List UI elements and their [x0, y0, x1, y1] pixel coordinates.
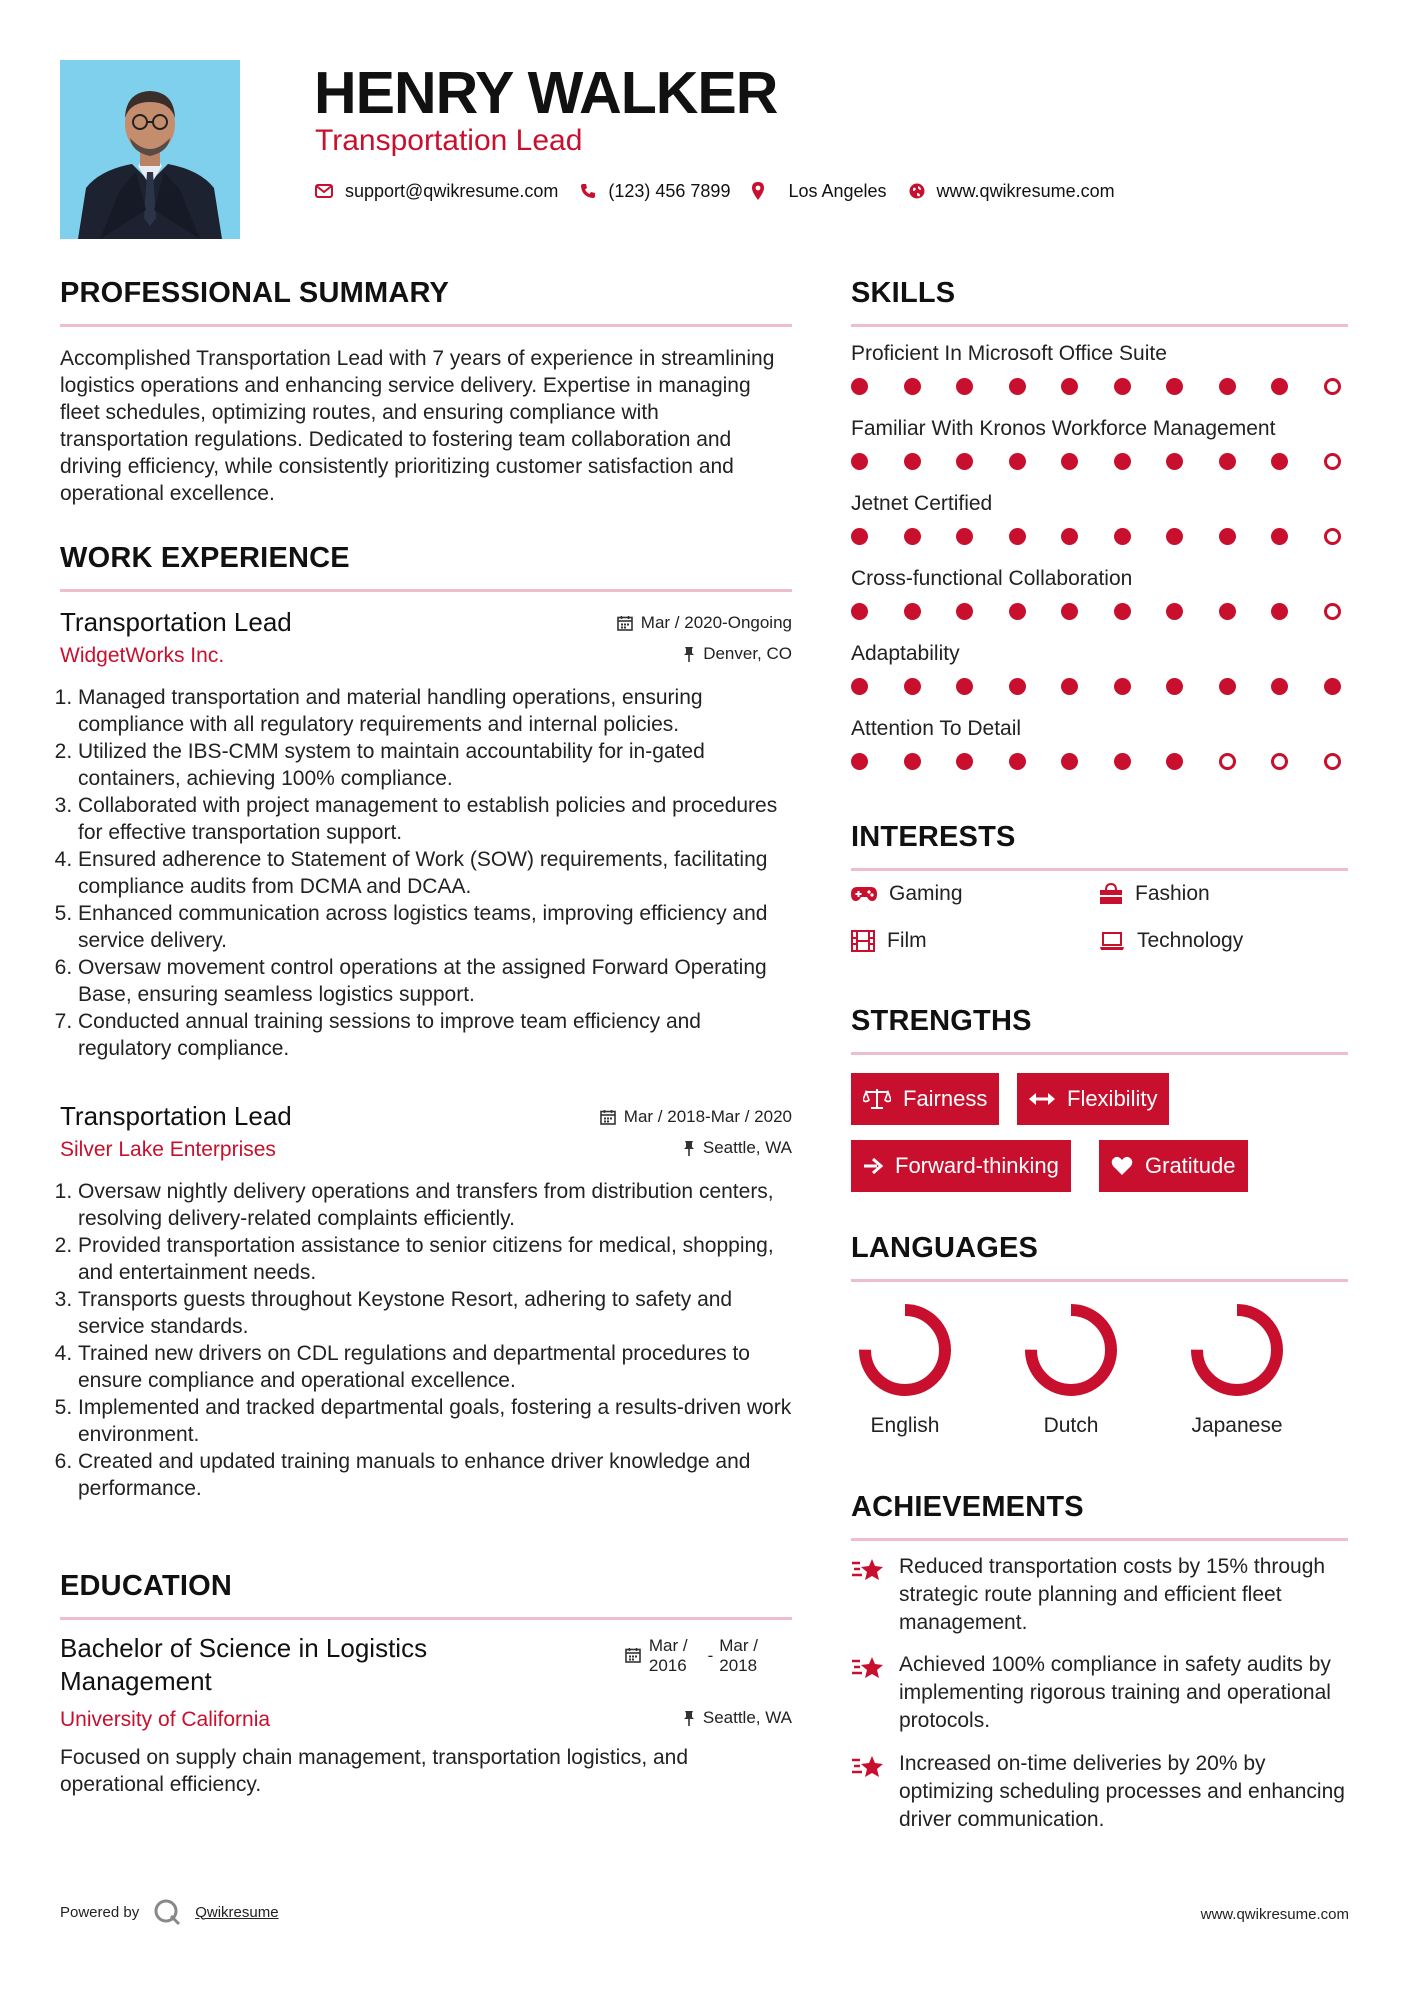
rating-dot-empty: [1219, 753, 1236, 770]
skill-name: Familiar With Kronos Workforce Management: [851, 417, 1276, 440]
skills-heading: SKILLS: [851, 277, 956, 309]
strengths-section: [851, 1004, 1348, 1055]
achievement-text: Reduced transportation costs by 15% through strategic route planning and efficient fleet management.: [899, 1555, 1326, 1634]
strength-label: Forward-thinking: [895, 1153, 1059, 1178]
date-start-month: Mar /: [648, 1636, 688, 1655]
job-dates: [600, 1107, 792, 1127]
rating-dot-filled: [904, 753, 921, 770]
education-description: Focused on supply chain management, transportation logistics, and operational efficiency.: [60, 1746, 689, 1796]
rating-dot-filled: [851, 753, 868, 770]
date-start: [649, 1636, 688, 1676]
list-item: 1. Managed transportation and material handling operations, ensuring compliance with all regulatory requirements and internal policies.: [78, 684, 792, 738]
list-item: 2. Provided transportation assistance to senior citizens for medical, shopping, and entertainment needs.: [78, 1232, 792, 1286]
language-ring-arc: [1031, 1310, 1111, 1390]
job-title: Transportation Lead: [60, 607, 292, 637]
website-text: www.qwikresume.com: [936, 180, 1115, 201]
list-item: 3. Collaborated with project management to establish policies and procedures for effective transportation support.: [78, 792, 792, 846]
rating-dot-filled: [1166, 603, 1183, 620]
skills-section: [851, 276, 1348, 327]
job-company: WidgetWorks Inc.: [60, 644, 225, 667]
strengths-heading: STRENGTHS: [851, 1005, 1032, 1037]
rating-dot-filled: [1114, 453, 1131, 470]
candidate-name: HENRY WALKER: [314, 60, 778, 126]
rating-dot-filled: [1271, 528, 1288, 545]
rating-dot-filled: [1061, 378, 1078, 395]
contact-website[interactable]: [909, 181, 1115, 202]
balance-scale-icon: [863, 1088, 891, 1110]
job-bullets: [60, 684, 792, 1062]
rating-dot-filled: [956, 528, 973, 545]
email-text: support@qwikresume.com: [345, 180, 559, 201]
skill-item: [851, 715, 1351, 770]
job-entry: [60, 1100, 792, 1502]
gamepad-icon: [851, 886, 877, 902]
shooting-star-icon: [851, 1653, 885, 1683]
rating-dot-filled: [1009, 528, 1026, 545]
job-dates-text: Mar / 2018-Mar / 2020: [623, 1107, 792, 1126]
language-ring-arc: [865, 1310, 945, 1390]
rating-dot-filled: [904, 453, 921, 470]
job-bullets: [60, 1178, 792, 1502]
skill-rating: [851, 378, 1341, 395]
education-location: [683, 1708, 792, 1728]
phone-text: (123) 456 7899: [608, 180, 731, 201]
rating-dot-filled: [1271, 453, 1288, 470]
calendar-icon: [600, 1109, 616, 1125]
education-section: [60, 1569, 792, 1620]
rating-dot-filled: [1219, 453, 1236, 470]
strength-tag: [1099, 1140, 1248, 1192]
skill-item: [851, 640, 1351, 695]
list-item: 4. Trained new drivers on CDL regulations and departmental procedures to ensure compliance and operational excellence.: [78, 1340, 792, 1394]
school-name: University of California: [60, 1708, 271, 1731]
rating-dot-filled: [1219, 603, 1236, 620]
rating-dot-filled: [851, 603, 868, 620]
interests-heading: INTERESTS: [851, 821, 1016, 853]
shopping-bag-icon: [1099, 883, 1123, 905]
rating-dot-empty: [1324, 753, 1341, 770]
interest-film: [851, 929, 927, 953]
language-ring-arc: [1197, 1310, 1277, 1390]
rating-dot-filled: [1219, 528, 1236, 545]
job-location-text: Seattle, WA: [702, 1138, 792, 1157]
job-title: Transportation Lead: [60, 1101, 292, 1131]
achievement-item: [851, 1553, 1351, 1637]
footer-website[interactable]: www.qwikresume.com: [1200, 1906, 1349, 1923]
pushpin-icon: [683, 1710, 695, 1726]
education-heading: EDUCATION: [60, 1570, 233, 1602]
location-text: Los Angeles: [788, 180, 887, 201]
work-divider: [60, 589, 792, 592]
languages-section: [851, 1231, 1348, 1282]
interests-divider: [851, 868, 1348, 871]
rating-dot-filled: [1061, 753, 1078, 770]
language-name: Japanese: [1191, 1414, 1283, 1437]
arrows-horizontal-icon: [1029, 1092, 1055, 1106]
rating-dot-filled: [1061, 453, 1078, 470]
language-ring: [855, 1300, 955, 1400]
strength-label: Fairness: [903, 1086, 988, 1111]
skill-rating: [851, 753, 1341, 770]
strengths-divider: [851, 1052, 1348, 1055]
work-section: [60, 541, 792, 592]
interest-label: Gaming: [889, 882, 963, 905]
rating-dot-filled: [1271, 603, 1288, 620]
list-item: 5. Enhanced communication across logistics teams, improving efficiency and service delivery.: [78, 900, 792, 954]
skill-name: Jetnet Certified: [851, 492, 993, 515]
strength-tag: [1017, 1073, 1169, 1125]
calendar-icon: [617, 615, 633, 631]
date-dash: -: [707, 1646, 714, 1665]
rating-dot-filled: [904, 603, 921, 620]
footer-powered-by: [60, 1898, 279, 1926]
achievement-text: Increased on-time deliveries by 20% by optimizing scheduling processes and enhancing driver communication.: [899, 1752, 1345, 1831]
date-start-year: 2016: [648, 1656, 687, 1675]
phone-icon: [580, 183, 596, 199]
heart-icon: [1111, 1156, 1133, 1176]
summary-section: [60, 276, 792, 507]
education-divider: [60, 1617, 792, 1620]
contact-phone[interactable]: [580, 181, 730, 202]
strength-tag: [851, 1140, 1071, 1192]
list-item: 3. Transports guests throughout Keystone Resort, adhering to safety and service standards.: [78, 1286, 792, 1340]
education-entry: [60, 1632, 792, 1798]
language-item: [1172, 1300, 1302, 1438]
profile-photo: [60, 60, 240, 239]
rating-dot-empty: [1324, 378, 1341, 395]
strength-label: Flexibility: [1067, 1086, 1158, 1111]
rating-dot-filled: [904, 528, 921, 545]
list-item: 5. Implemented and tracked departmental goals, fostering a results-driven work environment.: [78, 1394, 792, 1448]
rating-dot-filled: [956, 753, 973, 770]
list-item: 6. Oversaw movement control operations at the assigned Forward Operating Base, ensuring seamless logistics support.: [78, 954, 792, 1008]
skill-name: Proficient In Microsoft Office Suite: [851, 342, 1167, 365]
brand-link[interactable]: Qwikresume: [195, 1903, 279, 1921]
interest-label: Film: [887, 929, 927, 952]
candidate-title: Transportation Lead: [315, 124, 583, 157]
rating-dot-filled: [851, 528, 868, 545]
laptop-icon: [1099, 931, 1125, 951]
list-item: 6. Created and updated training manuals to enhance driver knowledge and performance.: [78, 1448, 792, 1502]
interest-gaming: [851, 882, 963, 906]
skill-item: [851, 490, 1351, 545]
map-pin-icon: [752, 182, 764, 200]
achievement-item: [851, 1750, 1351, 1834]
skill-item: [851, 565, 1351, 620]
list-item: 2. Utilized the IBS-CMM system to maintain accountability for in-gated containers, achieving 100% compliance.: [78, 738, 792, 792]
job-dates-text: Mar / 2020-Ongoing: [640, 613, 792, 632]
strength-tag: [851, 1073, 999, 1125]
contact-email[interactable]: [315, 181, 558, 202]
pushpin-icon: [683, 1140, 695, 1156]
rating-dot-filled: [1009, 453, 1026, 470]
skill-item: [851, 415, 1351, 470]
language-item: [840, 1300, 970, 1438]
rating-dot-filled: [956, 603, 973, 620]
summary-divider: [60, 324, 792, 327]
job-company: Silver Lake Enterprises: [60, 1138, 276, 1161]
languages-divider: [851, 1279, 1348, 1282]
shooting-star-icon: [851, 1555, 885, 1585]
rating-dot-filled: [851, 453, 868, 470]
degree-line-2: Management: [60, 1666, 212, 1696]
rating-dot-empty: [1271, 753, 1288, 770]
rating-dot-filled: [1009, 678, 1026, 695]
skill-name: Adaptability: [851, 642, 960, 665]
film-icon: [851, 930, 875, 952]
skill-rating: [851, 678, 1341, 695]
rating-dot-filled: [1114, 378, 1131, 395]
rating-dot-filled: [1114, 528, 1131, 545]
rating-dot-filled: [904, 678, 921, 695]
calendar-icon: [625, 1647, 641, 1663]
pushpin-icon: [683, 646, 695, 662]
summary-text: Accomplished Transportation Lead with 7 years of experience in streamlining logistics operations and enhancing service delivery. Expertise in managing fleet schedules, optimizing routes, and ensuring compliance with transportation regulations. Dedicated to fostering team collaboration and driving efficiency, while consistently prioritizing customer satisfaction and operational excellence.: [60, 347, 775, 505]
rating-dot-empty: [1324, 603, 1341, 620]
skills-divider: [851, 324, 1348, 327]
interest-technology: [1099, 929, 1243, 953]
achievements-section: [851, 1490, 1348, 1541]
language-name: Dutch: [1043, 1414, 1099, 1437]
rating-dot-filled: [904, 378, 921, 395]
education-location-text: Seattle, WA: [702, 1708, 792, 1727]
education-dates: [625, 1636, 758, 1698]
summary-heading: PROFESSIONAL SUMMARY: [60, 277, 450, 309]
rating-dot-filled: [1219, 378, 1236, 395]
interest-fashion: [1099, 882, 1210, 906]
rating-dot-filled: [1009, 753, 1026, 770]
contact-location: [752, 181, 886, 202]
job-location: [683, 644, 792, 664]
job-location: [683, 1138, 792, 1158]
rating-dot-filled: [1114, 678, 1131, 695]
date-end: [719, 1636, 758, 1676]
skill-rating: [851, 453, 1341, 470]
rating-dot-filled: [1061, 678, 1078, 695]
rating-dot-filled: [851, 378, 868, 395]
globe-icon: [909, 183, 925, 199]
date-end-month: Mar /: [719, 1636, 758, 1655]
skill-rating: [851, 603, 1341, 620]
achievement-text: Achieved 100% compliance in safety audits by implementing rigorous training and operational protocols.: [899, 1653, 1331, 1732]
achievements-divider: [851, 1538, 1348, 1541]
skill-name: Attention To Detail: [851, 717, 1022, 740]
powered-by-text: Powered by: [60, 1903, 140, 1921]
qwikresume-logo-icon: [153, 1898, 181, 1926]
rating-dot-filled: [1114, 603, 1131, 620]
rating-dot-filled: [1219, 678, 1236, 695]
rating-dot-filled: [1166, 378, 1183, 395]
interests-section: [851, 820, 1348, 871]
date-end-year: 2018: [719, 1656, 758, 1675]
job-entry: [60, 606, 792, 1062]
rating-dot-empty: [1324, 528, 1341, 545]
rating-dot-filled: [956, 453, 973, 470]
job-location-text: Denver, CO: [703, 644, 792, 663]
list-item: 7. Conducted annual training sessions to improve team efficiency and regulatory compliance.: [78, 1008, 792, 1062]
skill-name: Cross-functional Collaboration: [851, 567, 1133, 590]
rating-dot-filled: [1061, 528, 1078, 545]
rating-dot-filled: [1324, 678, 1341, 695]
rating-dot-filled: [956, 678, 973, 695]
rating-dot-filled: [1009, 378, 1026, 395]
rating-dot-filled: [1114, 753, 1131, 770]
achievements-heading: ACHIEVEMENTS: [851, 1491, 1084, 1523]
work-heading: WORK EXPERIENCE: [60, 542, 350, 574]
achievement-item: [851, 1651, 1351, 1735]
rating-dot-filled: [1166, 753, 1183, 770]
languages-heading: LANGUAGES: [851, 1232, 1039, 1264]
language-name: English: [870, 1414, 940, 1437]
rating-dot-filled: [1166, 453, 1183, 470]
rating-dot-filled: [1166, 678, 1183, 695]
rating-dot-filled: [851, 678, 868, 695]
arrow-right-icon: [863, 1157, 883, 1175]
rating-dot-filled: [1061, 603, 1078, 620]
list-item: 1. Oversaw nightly delivery operations and transfers from distribution centers, resolving delivery-related complaints efficiently.: [78, 1178, 792, 1232]
rating-dot-filled: [956, 378, 973, 395]
rating-dot-filled: [1271, 678, 1288, 695]
list-item: 4. Ensured adherence to Statement of Work (SOW) requirements, facilitating compliance audits from DCMA and DCAA.: [78, 846, 792, 900]
language-ring: [1021, 1300, 1121, 1400]
job-dates: [617, 613, 792, 633]
language-item: [1006, 1300, 1136, 1438]
interest-label: Fashion: [1135, 882, 1210, 905]
strength-label: Gratitude: [1145, 1153, 1236, 1178]
interest-label: Technology: [1137, 929, 1244, 952]
language-ring: [1187, 1300, 1287, 1400]
degree-line-1: Bachelor of Science in Logistics: [60, 1633, 428, 1663]
rating-dot-filled: [1166, 528, 1183, 545]
skill-rating: [851, 528, 1341, 545]
degree-title: [60, 1632, 427, 1698]
skill-item: [851, 340, 1351, 395]
rating-dot-filled: [1009, 603, 1026, 620]
rating-dot-empty: [1324, 453, 1341, 470]
rating-dot-filled: [1271, 378, 1288, 395]
contact-bar: [315, 176, 1137, 206]
shooting-star-icon: [851, 1752, 885, 1782]
email-icon: [315, 184, 333, 198]
